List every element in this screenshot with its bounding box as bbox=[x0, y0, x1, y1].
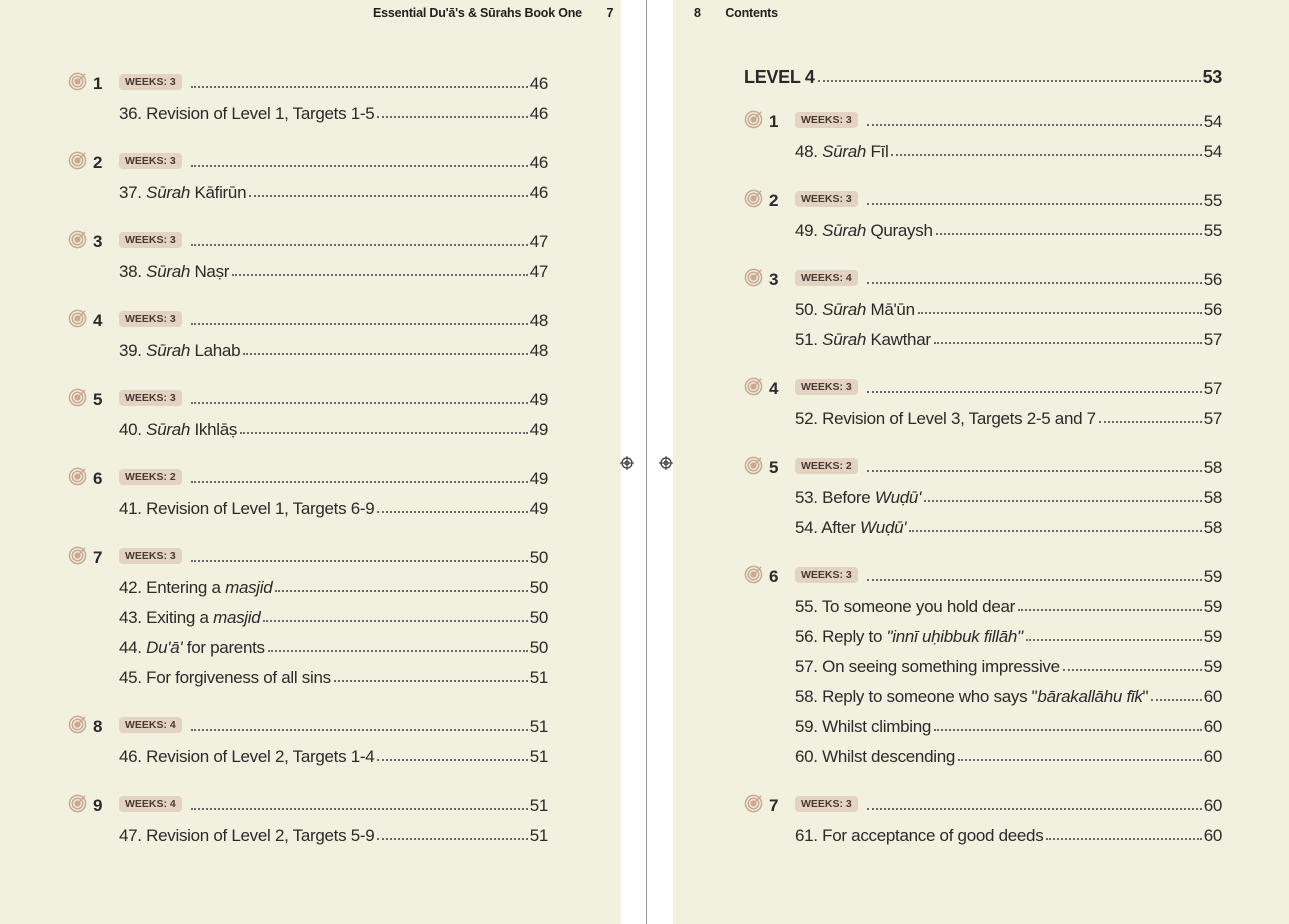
toc-entry[interactable] bbox=[744, 587, 1222, 617]
target-group bbox=[744, 788, 1222, 846]
target-number: 6 bbox=[769, 567, 779, 586]
entry-label bbox=[795, 717, 931, 737]
target-icon bbox=[68, 467, 87, 486]
target-icon bbox=[744, 268, 763, 287]
entry-italic-text: Sūrah bbox=[146, 341, 191, 360]
page-number: 51 bbox=[529, 826, 548, 845]
target-number: 6 bbox=[93, 469, 103, 488]
page-number: 50 bbox=[529, 548, 548, 567]
entry-label bbox=[795, 300, 915, 320]
target-number: 1 bbox=[93, 74, 103, 93]
target-group bbox=[68, 224, 548, 282]
page-number: 49 bbox=[529, 420, 548, 439]
target-icon bbox=[744, 377, 763, 396]
entry-label bbox=[119, 262, 229, 282]
dot-leader bbox=[867, 203, 1202, 205]
target-number: 9 bbox=[93, 796, 103, 815]
toc-entry[interactable] bbox=[68, 816, 548, 846]
entry-text: 36. Revision of Level 1, Targets 1-5 bbox=[119, 104, 375, 123]
page-number: 46 bbox=[529, 104, 548, 123]
page-number: 46 bbox=[529, 153, 548, 172]
weeks-badge: WEEKS: 3 bbox=[795, 567, 858, 583]
entry-label bbox=[119, 826, 374, 846]
toc-entry[interactable] bbox=[744, 647, 1222, 677]
target-row[interactable] bbox=[68, 303, 548, 331]
registration-mark-icon bbox=[659, 456, 673, 470]
target-number: 5 bbox=[769, 458, 779, 477]
dot-leader bbox=[1026, 639, 1202, 641]
page-number: 54 bbox=[1203, 112, 1222, 131]
entry-text: Fīl bbox=[866, 142, 889, 161]
entry-text: Kāfirūn bbox=[190, 183, 247, 202]
entry-text: 38. bbox=[119, 262, 147, 281]
entry-label bbox=[119, 104, 374, 124]
dot-leader bbox=[191, 86, 528, 88]
dot-leader bbox=[867, 391, 1202, 393]
entry-text: Kawthar bbox=[866, 330, 931, 349]
target-icon bbox=[68, 794, 87, 813]
dot-leader bbox=[240, 432, 528, 434]
entry-text: 48. bbox=[795, 142, 823, 161]
target-icon bbox=[68, 546, 87, 565]
target-number: 8 bbox=[93, 717, 103, 736]
dot-leader bbox=[263, 620, 527, 622]
target-group bbox=[68, 145, 548, 203]
page-number: 46 bbox=[529, 183, 548, 202]
entry-label bbox=[119, 578, 272, 598]
running-header-left bbox=[373, 6, 613, 20]
weeks-badge: WEEKS: 3 bbox=[795, 112, 858, 128]
toc-entry[interactable] bbox=[68, 331, 548, 361]
entry-label bbox=[795, 488, 921, 508]
toc-list bbox=[68, 66, 548, 846]
page-number: 57 bbox=[1203, 330, 1222, 349]
dot-leader bbox=[1151, 699, 1201, 701]
toc-entry[interactable] bbox=[68, 173, 548, 203]
page-number: 50 bbox=[529, 638, 548, 657]
weeks-badge: WEEKS: 3 bbox=[795, 796, 858, 812]
entry-text: 45. For forgiveness of all sins bbox=[119, 668, 331, 687]
weeks-badge: WEEKS: 3 bbox=[119, 548, 182, 564]
entry-italic-text: Wuḍū' bbox=[860, 518, 907, 537]
toc-entry[interactable] bbox=[744, 508, 1222, 538]
toc-entry[interactable] bbox=[744, 737, 1222, 767]
toc-list bbox=[744, 58, 1222, 846]
header-title: Contents bbox=[725, 6, 778, 20]
dot-leader bbox=[191, 560, 528, 562]
entry-text: 56. Reply to bbox=[795, 627, 887, 646]
toc-entry[interactable] bbox=[744, 478, 1222, 508]
target-group bbox=[68, 382, 548, 440]
dot-leader bbox=[936, 233, 1202, 235]
target-row[interactable] bbox=[744, 262, 1222, 290]
dot-leader bbox=[377, 759, 527, 761]
toc-entry[interactable] bbox=[744, 290, 1222, 320]
dot-leader bbox=[891, 154, 1201, 156]
target-number: 2 bbox=[93, 153, 103, 172]
target-icon bbox=[744, 456, 763, 475]
page-number: 59 bbox=[1203, 627, 1222, 646]
page-number: 59 bbox=[1203, 597, 1222, 616]
target-row[interactable] bbox=[744, 450, 1222, 478]
target-icon bbox=[68, 309, 87, 328]
entry-label bbox=[119, 608, 260, 628]
entry-text: 39. bbox=[119, 341, 147, 360]
weeks-badge: WEEKS: 3 bbox=[795, 379, 858, 395]
target-group bbox=[744, 183, 1222, 241]
weeks-badge: WEEKS: 3 bbox=[119, 311, 182, 327]
entry-text: 50. bbox=[795, 300, 823, 319]
entry-label bbox=[119, 183, 246, 203]
weeks-badge: WEEKS: 3 bbox=[119, 390, 182, 406]
page-number: 56 bbox=[1203, 300, 1222, 319]
entry-text: 42. Entering a bbox=[119, 578, 226, 597]
entry-label bbox=[795, 826, 1043, 846]
toc-entry[interactable] bbox=[68, 658, 548, 688]
entry-label bbox=[119, 499, 374, 519]
dot-leader bbox=[191, 729, 528, 731]
dot-leader bbox=[867, 808, 1202, 810]
page-number: 47 bbox=[529, 232, 548, 251]
dot-leader bbox=[1046, 838, 1201, 840]
entry-italic-text: Du'ā' bbox=[146, 638, 183, 657]
page-number: 60 bbox=[1203, 796, 1222, 815]
entry-italic-text: Wuḍū' bbox=[874, 488, 922, 507]
dot-leader bbox=[924, 500, 1202, 502]
entry-text: 44. bbox=[119, 638, 147, 657]
page-number: 49 bbox=[529, 469, 548, 488]
page-number: 59 bbox=[1203, 567, 1222, 586]
entry-label bbox=[795, 687, 1148, 707]
dot-leader bbox=[934, 342, 1202, 344]
page-number: 7 bbox=[606, 6, 614, 20]
entry-italic-text: Sūrah bbox=[146, 183, 191, 202]
target-group bbox=[744, 262, 1222, 350]
toc-entry[interactable] bbox=[744, 677, 1222, 707]
target-row[interactable] bbox=[68, 145, 548, 173]
dot-leader bbox=[377, 116, 527, 118]
dot-leader bbox=[191, 402, 528, 404]
target-icon bbox=[68, 72, 87, 91]
target-group bbox=[68, 461, 548, 519]
toc-entry[interactable] bbox=[744, 617, 1222, 647]
target-icon bbox=[68, 388, 87, 407]
dot-leader bbox=[918, 312, 1202, 314]
entry-label bbox=[119, 638, 265, 658]
dot-leader bbox=[268, 650, 528, 652]
entry-italic-text: masjid bbox=[225, 578, 273, 597]
dot-leader bbox=[867, 579, 1202, 581]
target-row[interactable] bbox=[68, 788, 548, 816]
entry-text: 57. On seeing something impressive bbox=[795, 657, 1060, 676]
entry-italic-text: bārakallāhu fīk bbox=[1037, 687, 1143, 706]
target-number: 4 bbox=[93, 311, 103, 330]
dot-leader bbox=[818, 80, 1201, 82]
toc-entry[interactable] bbox=[68, 94, 548, 124]
target-group bbox=[68, 303, 548, 361]
page-number: 50 bbox=[529, 578, 548, 597]
target-number: 3 bbox=[93, 232, 103, 251]
target-group bbox=[744, 104, 1222, 162]
entry-italic-text: Sūrah bbox=[822, 330, 867, 349]
entry-text: Naṣr bbox=[190, 262, 230, 281]
entry-text: 40. bbox=[119, 420, 147, 439]
target-icon bbox=[68, 715, 87, 734]
target-group bbox=[68, 66, 548, 124]
dot-leader bbox=[191, 481, 528, 483]
page-number: 60 bbox=[1203, 826, 1222, 845]
registration-mark-icon bbox=[620, 456, 634, 470]
dot-leader bbox=[909, 530, 1201, 532]
entry-text: Lahab bbox=[190, 341, 241, 360]
entry-text: 49. bbox=[795, 221, 823, 240]
entry-italic-text: Sūrah bbox=[822, 221, 867, 240]
target-icon bbox=[744, 565, 763, 584]
dot-leader bbox=[1099, 421, 1202, 423]
dot-leader bbox=[191, 244, 528, 246]
entry-label bbox=[119, 668, 331, 688]
entry-label bbox=[795, 330, 931, 350]
page-number: 57 bbox=[1203, 379, 1222, 398]
dot-leader bbox=[191, 165, 528, 167]
weeks-badge: WEEKS: 4 bbox=[119, 717, 182, 733]
entry-italic-text: "innī uḥibbuk fillāh" bbox=[886, 627, 1023, 646]
entry-text: 53. Before bbox=[795, 488, 875, 507]
target-group bbox=[68, 709, 548, 767]
target-row[interactable] bbox=[744, 371, 1222, 399]
entry-text: 51. bbox=[795, 330, 823, 349]
toc-entry[interactable] bbox=[744, 816, 1222, 846]
entry-text: 37. bbox=[119, 183, 147, 202]
page-number: 48 bbox=[529, 311, 548, 330]
target-row[interactable] bbox=[744, 104, 1222, 132]
weeks-badge: WEEKS: 2 bbox=[119, 469, 182, 485]
page-number: 55 bbox=[1203, 191, 1222, 210]
entry-italic-text: Sūrah bbox=[146, 262, 191, 281]
entry-label bbox=[119, 420, 237, 440]
target-row[interactable] bbox=[744, 788, 1222, 816]
weeks-badge: WEEKS: 4 bbox=[119, 796, 182, 812]
target-row[interactable] bbox=[68, 709, 548, 737]
target-icon bbox=[68, 230, 87, 249]
target-group bbox=[744, 450, 1222, 538]
dot-leader bbox=[867, 282, 1202, 284]
entry-label bbox=[795, 221, 933, 241]
target-row[interactable] bbox=[68, 461, 548, 489]
entry-text: 54. After bbox=[795, 518, 861, 537]
toc-entry[interactable] bbox=[744, 707, 1222, 737]
target-number: 5 bbox=[93, 390, 103, 409]
weeks-badge: WEEKS: 3 bbox=[119, 74, 182, 90]
entry-text: 58. Reply to someone who says " bbox=[795, 687, 1038, 706]
entry-text: 43. Exiting a bbox=[119, 608, 214, 627]
toc-entry[interactable] bbox=[68, 598, 548, 628]
target-row[interactable] bbox=[68, 540, 548, 568]
dot-leader bbox=[232, 274, 528, 276]
toc-entry[interactable] bbox=[68, 410, 548, 440]
entry-text: 60. Whilst descending bbox=[795, 747, 956, 766]
entry-label bbox=[119, 747, 374, 767]
weeks-badge: WEEKS: 3 bbox=[795, 191, 858, 207]
page-number: 60 bbox=[1203, 687, 1222, 706]
dot-leader bbox=[958, 759, 1202, 761]
running-header-right bbox=[694, 6, 778, 20]
entry-text: Quraysh bbox=[866, 221, 933, 240]
entry-italic-text: masjid bbox=[213, 608, 261, 627]
target-group bbox=[744, 371, 1222, 429]
level-heading[interactable] bbox=[744, 58, 1222, 88]
target-group bbox=[68, 788, 548, 846]
target-row[interactable] bbox=[68, 66, 548, 94]
dot-leader bbox=[191, 808, 528, 810]
entry-text: 61. For acceptance of good deeds bbox=[795, 826, 1044, 845]
toc-entry[interactable] bbox=[68, 252, 548, 282]
target-row[interactable] bbox=[68, 224, 548, 252]
page-number: 60 bbox=[1203, 717, 1222, 736]
target-icon bbox=[744, 110, 763, 129]
page-number: 50 bbox=[529, 608, 548, 627]
entry-text: Ikhlāṣ bbox=[190, 420, 238, 439]
toc-entry[interactable] bbox=[744, 399, 1222, 429]
entry-text: 41. Revision of Level 1, Targets 6-9 bbox=[119, 499, 375, 518]
entry-italic-text: Sūrah bbox=[822, 142, 867, 161]
page-number: 51 bbox=[529, 796, 548, 815]
dot-leader bbox=[191, 323, 528, 325]
dot-leader bbox=[1018, 609, 1202, 611]
page-number: 8 bbox=[694, 6, 701, 20]
target-number: 1 bbox=[769, 112, 779, 131]
page-number: 59 bbox=[1203, 657, 1222, 676]
target-group bbox=[744, 559, 1222, 767]
entry-label bbox=[795, 409, 1096, 429]
toc-entry[interactable] bbox=[744, 211, 1222, 241]
dot-leader bbox=[249, 195, 527, 197]
page-number: 47 bbox=[529, 262, 548, 281]
target-icon bbox=[68, 151, 87, 170]
dot-leader bbox=[377, 838, 527, 840]
entry-text: 59. Whilst climbing bbox=[795, 717, 932, 736]
left-page bbox=[0, 0, 621, 924]
target-row[interactable] bbox=[744, 183, 1222, 211]
toc-entry[interactable] bbox=[68, 568, 548, 598]
entry-label bbox=[119, 341, 240, 361]
entry-label bbox=[795, 657, 1060, 677]
dot-leader bbox=[1063, 669, 1202, 671]
entry-text: Mā'ūn bbox=[866, 300, 915, 319]
page-number: 51 bbox=[529, 717, 548, 736]
entry-label bbox=[795, 597, 1015, 617]
page-number: 55 bbox=[1203, 221, 1222, 240]
dot-leader bbox=[867, 470, 1202, 472]
toc-entry[interactable] bbox=[68, 737, 548, 767]
target-number: 7 bbox=[769, 796, 779, 815]
entry-label bbox=[795, 627, 1023, 647]
page-number: 48 bbox=[529, 341, 548, 360]
dot-leader bbox=[275, 590, 527, 592]
entry-label bbox=[795, 747, 955, 767]
page-number: 49 bbox=[529, 499, 548, 518]
gutter-divider bbox=[646, 0, 647, 924]
entry-text: 55. To someone you hold dear bbox=[795, 597, 1016, 616]
page-number: 60 bbox=[1203, 747, 1222, 766]
weeks-badge: WEEKS: 2 bbox=[795, 458, 858, 474]
toc-entry[interactable] bbox=[744, 132, 1222, 162]
header-title: Essential Du'ā's & Sūrahs Book One bbox=[373, 6, 582, 20]
entry-italic-text: Sūrah bbox=[822, 300, 867, 319]
page-number: 54 bbox=[1203, 142, 1222, 161]
target-row[interactable] bbox=[744, 559, 1222, 587]
page-number: 51 bbox=[529, 668, 548, 687]
dot-leader bbox=[243, 353, 527, 355]
page-number: 56 bbox=[1203, 270, 1222, 289]
page-number: 46 bbox=[529, 74, 548, 93]
page-number: 57 bbox=[1203, 409, 1222, 428]
entry-text: 46. Revision of Level 2, Targets 1-4 bbox=[119, 747, 375, 766]
right-page bbox=[673, 0, 1289, 924]
target-number: 4 bbox=[769, 379, 779, 398]
page-number: 58 bbox=[1203, 488, 1222, 507]
page-number: 49 bbox=[529, 390, 548, 409]
entry-text: for parents bbox=[182, 638, 265, 657]
target-icon bbox=[744, 189, 763, 208]
weeks-badge: WEEKS: 3 bbox=[119, 153, 182, 169]
target-number: 7 bbox=[93, 548, 103, 567]
target-row[interactable] bbox=[68, 382, 548, 410]
dot-leader bbox=[867, 124, 1202, 126]
toc-entry[interactable] bbox=[744, 320, 1222, 350]
weeks-badge: WEEKS: 3 bbox=[119, 232, 182, 248]
dot-leader bbox=[377, 511, 527, 513]
entry-text: 52. Revision of Level 3, Targets 2-5 and 7 bbox=[795, 409, 1096, 428]
target-icon bbox=[744, 794, 763, 813]
dot-leader bbox=[934, 729, 1202, 731]
entry-text: 47. Revision of Level 2, Targets 5-9 bbox=[119, 826, 375, 845]
target-number: 3 bbox=[769, 270, 779, 289]
target-group bbox=[68, 540, 548, 688]
weeks-badge: WEEKS: 4 bbox=[795, 270, 858, 286]
page-number: 58 bbox=[1203, 458, 1222, 477]
level-title: LEVEL 4 bbox=[744, 67, 815, 87]
toc-entry[interactable] bbox=[68, 628, 548, 658]
entry-text: " bbox=[1142, 687, 1149, 706]
entry-label bbox=[795, 142, 888, 162]
target-number: 2 bbox=[769, 191, 779, 210]
toc-entry[interactable] bbox=[68, 489, 548, 519]
dot-leader bbox=[334, 680, 528, 682]
entry-italic-text: Sūrah bbox=[146, 420, 191, 439]
level-page-number: 53 bbox=[1202, 67, 1222, 87]
page-number: 58 bbox=[1203, 518, 1222, 537]
page-number: 51 bbox=[529, 747, 548, 766]
entry-label bbox=[795, 518, 906, 538]
